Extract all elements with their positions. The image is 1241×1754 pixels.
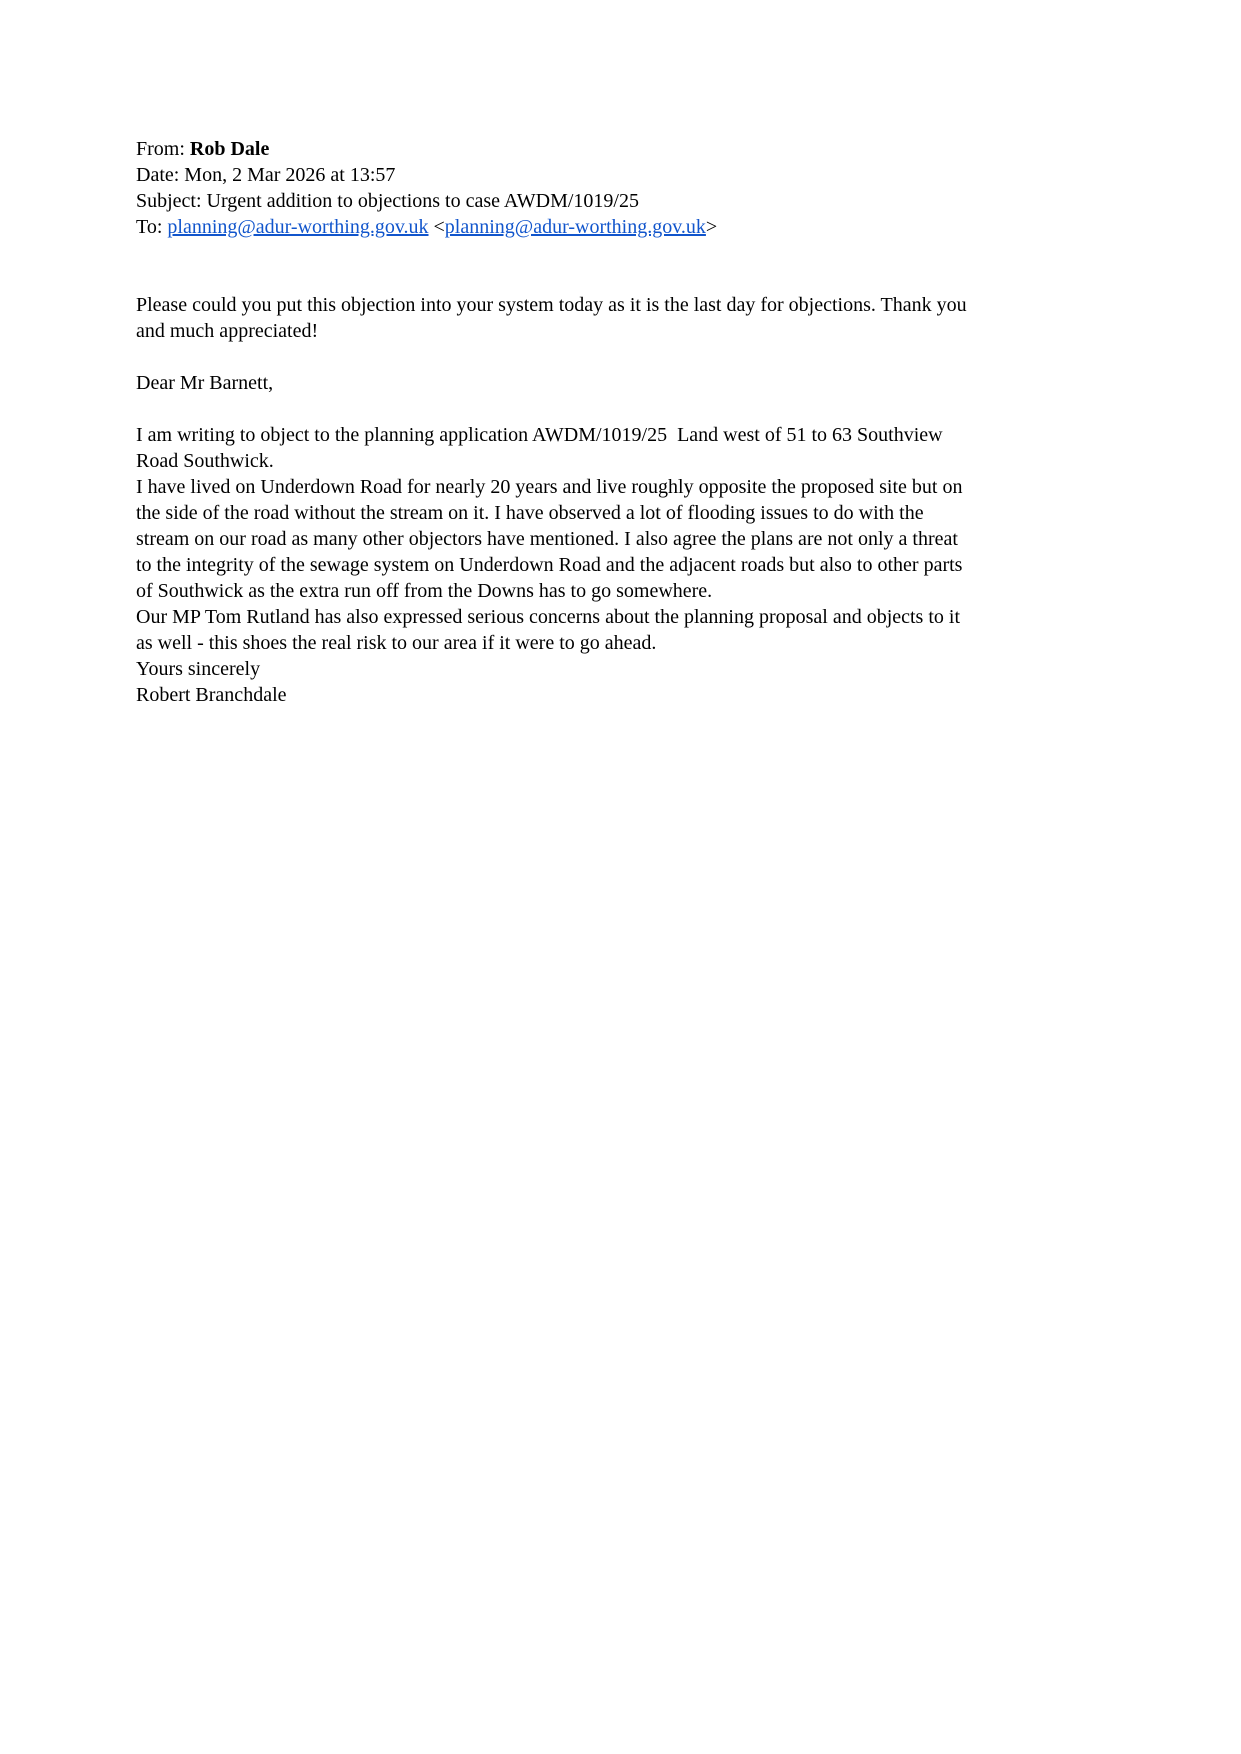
to-email-link-secondary[interactable]: planning@adur-worthing.gov.uk (444, 216, 706, 238)
paragraph-request: Please could you put this objection into your system today as it is the last day for objections. Thank you and much appreciated! (136, 294, 972, 342)
paragraph-greeting: Dear Mr Barnett, (136, 372, 274, 394)
date-line: Date: Mon, 2 Mar 2026 at 13:57 (136, 164, 396, 186)
to-separator-close: > (705, 216, 718, 238)
to-label: To: (136, 216, 168, 238)
from-label: From: (136, 138, 190, 160)
to-separator-open: < (428, 216, 445, 238)
from-line (136, 136, 968, 162)
email-content (136, 136, 972, 708)
from-name: Rob Dale (189, 138, 270, 160)
signature-line: Robert Branchdale (136, 684, 287, 706)
paragraph-application: I am writing to object to the planning application AWDM/1019/25 Land west of 51 to 63 Southview Road Southwick. (136, 424, 948, 472)
subject-line: Subject: Urgent addition to objections to case AWDM/1019/25 (136, 190, 639, 212)
to-email-link-primary[interactable]: planning@adur-worthing.gov.uk (167, 216, 429, 238)
paragraph-mp-concerns: Our MP Tom Rutland has also expressed serious concerns about the planning proposal and objects to it as well - this shoes the real risk to our area if it were to go ahead. (136, 606, 966, 654)
closing-line: Yours sincerely (136, 658, 261, 680)
to-line (136, 214, 968, 240)
email-header (136, 136, 968, 240)
email-body (136, 292, 972, 708)
paragraph-flooding: I have lived on Underdown Road for nearly 20 years and live roughly opposite the proposed site but on the side of the road without the stream on it. I have observed a lot of flooding issues to do with the stream on our road as many other objectors have mentioned. I also agree the plans are not only a threat to the integrity of the sewage system on Underdown Road and the adjacent roads but also to other parts of Southwick as the extra run off from the Downs has to go somewhere. (136, 476, 968, 602)
